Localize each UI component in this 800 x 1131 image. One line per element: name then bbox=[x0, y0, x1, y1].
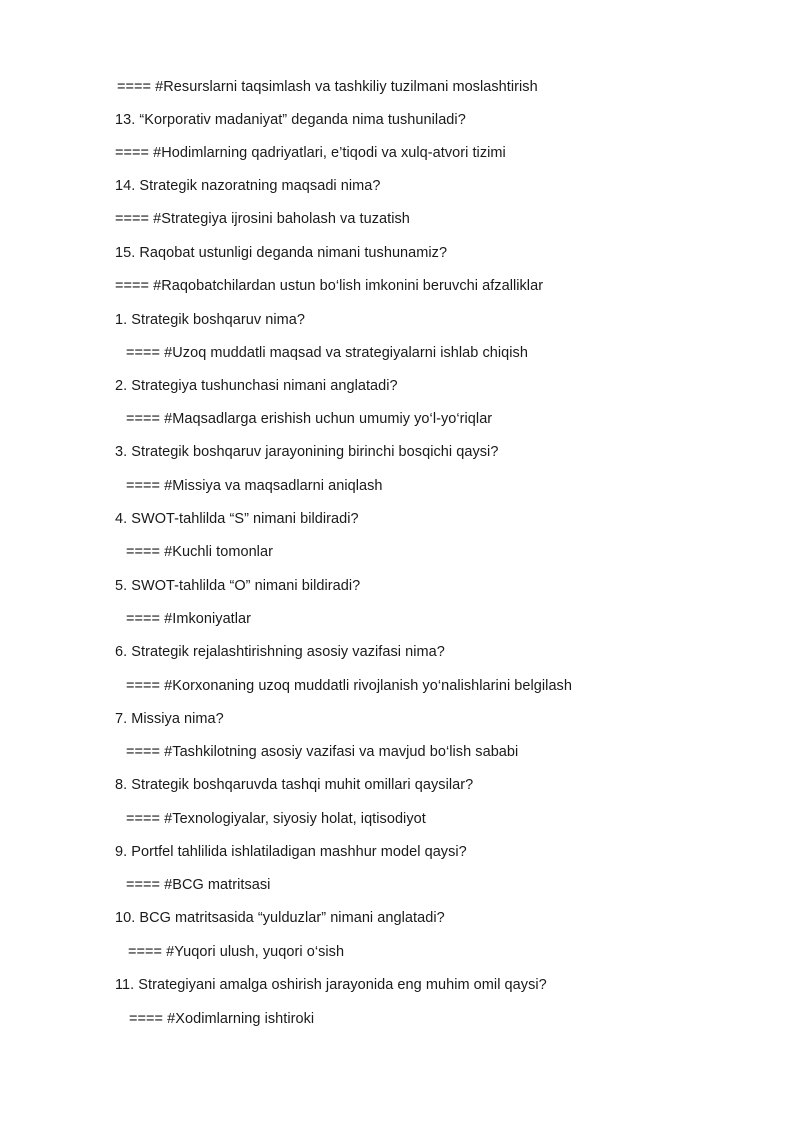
question-line: 10. BCG matritsasida “yulduzlar” nimani anglatadi? bbox=[115, 910, 445, 926]
question-line: 7. Missiya nima? bbox=[115, 711, 224, 727]
question-line: 5. SWOT-tahlilda “O” nimani bildiradi? bbox=[115, 578, 361, 594]
question-line: 9. Portfel tahlilida ishlatiladigan mashhur model qaysi? bbox=[115, 844, 467, 860]
answer-line: ==== #Hodimlarning qadriyatlari, e’tiqodi va xulq-atvori tizimi bbox=[115, 145, 506, 161]
question-line: 6. Strategik rejalashtirishning asosiy vazifasi nima? bbox=[115, 644, 445, 660]
answer-line: ==== #Resurslarni taqsimlash va tashkiliy tuzilmani moslashtirish bbox=[117, 79, 538, 95]
answer-line: ==== #Uzoq muddatli maqsad va strategiyalarni ishlab chiqish bbox=[126, 345, 528, 361]
answer-line: ==== #Imkoniyatlar bbox=[126, 611, 252, 627]
question-line: 13. “Korporativ madaniyat” deganda nima tushuniladi? bbox=[115, 112, 466, 128]
answer-line: ==== #Maqsadlarga erishish uchun umumiy yo‘l-yo‘riqlar bbox=[126, 411, 493, 427]
answer-line: ==== #Raqobatchilardan ustun bo‘lish imkonini beruvchi afzalliklar bbox=[115, 278, 544, 294]
answer-line: ==== #Kuchli tomonlar bbox=[126, 544, 273, 560]
answer-line: ==== #Missiya va maqsadlarni aniqlash bbox=[126, 478, 383, 494]
answer-line: ==== #Tashkilotning asosiy vazifasi va mavjud bo‘lish sababi bbox=[126, 744, 519, 760]
answer-line: ==== #Texnologiyalar, siyosiy holat, iqtisodiyot bbox=[126, 811, 426, 827]
answer-line: ==== #Xodimlarning ishtiroki bbox=[129, 1011, 315, 1027]
question-line: 2. Strategiya tushunchasi nimani anglatadi? bbox=[115, 378, 398, 394]
question-line: 15. Raqobat ustunligi deganda nimani tushunamiz? bbox=[115, 245, 448, 261]
answer-line: ==== #Korxonaning uzoq muddatli rivojlanish yo‘nalishlarini belgilash bbox=[126, 678, 572, 694]
question-line: 11. Strategiyani amalga oshirish jarayonida eng muhim omil qaysi? bbox=[115, 977, 547, 993]
question-line: 14. Strategik nazoratning maqsadi nima? bbox=[115, 178, 381, 194]
question-line: 3. Strategik boshqaruv jarayonining birinchi bosqichi qaysi? bbox=[115, 444, 499, 460]
question-line: 8. Strategik boshqaruvda tashqi muhit omillari qaysilar? bbox=[115, 777, 474, 793]
answer-line: ==== #BCG matritsasi bbox=[126, 877, 271, 893]
answer-line: ==== #Strategiya ijrosini baholash va tuzatish bbox=[115, 211, 410, 227]
answer-line: ==== #Yuqori ulush, yuqori o‘sish bbox=[128, 944, 345, 960]
question-line: 4. SWOT-tahlilda “S” nimani bildiradi? bbox=[115, 511, 359, 527]
question-line: 1. Strategik boshqaruv nima? bbox=[115, 312, 306, 328]
